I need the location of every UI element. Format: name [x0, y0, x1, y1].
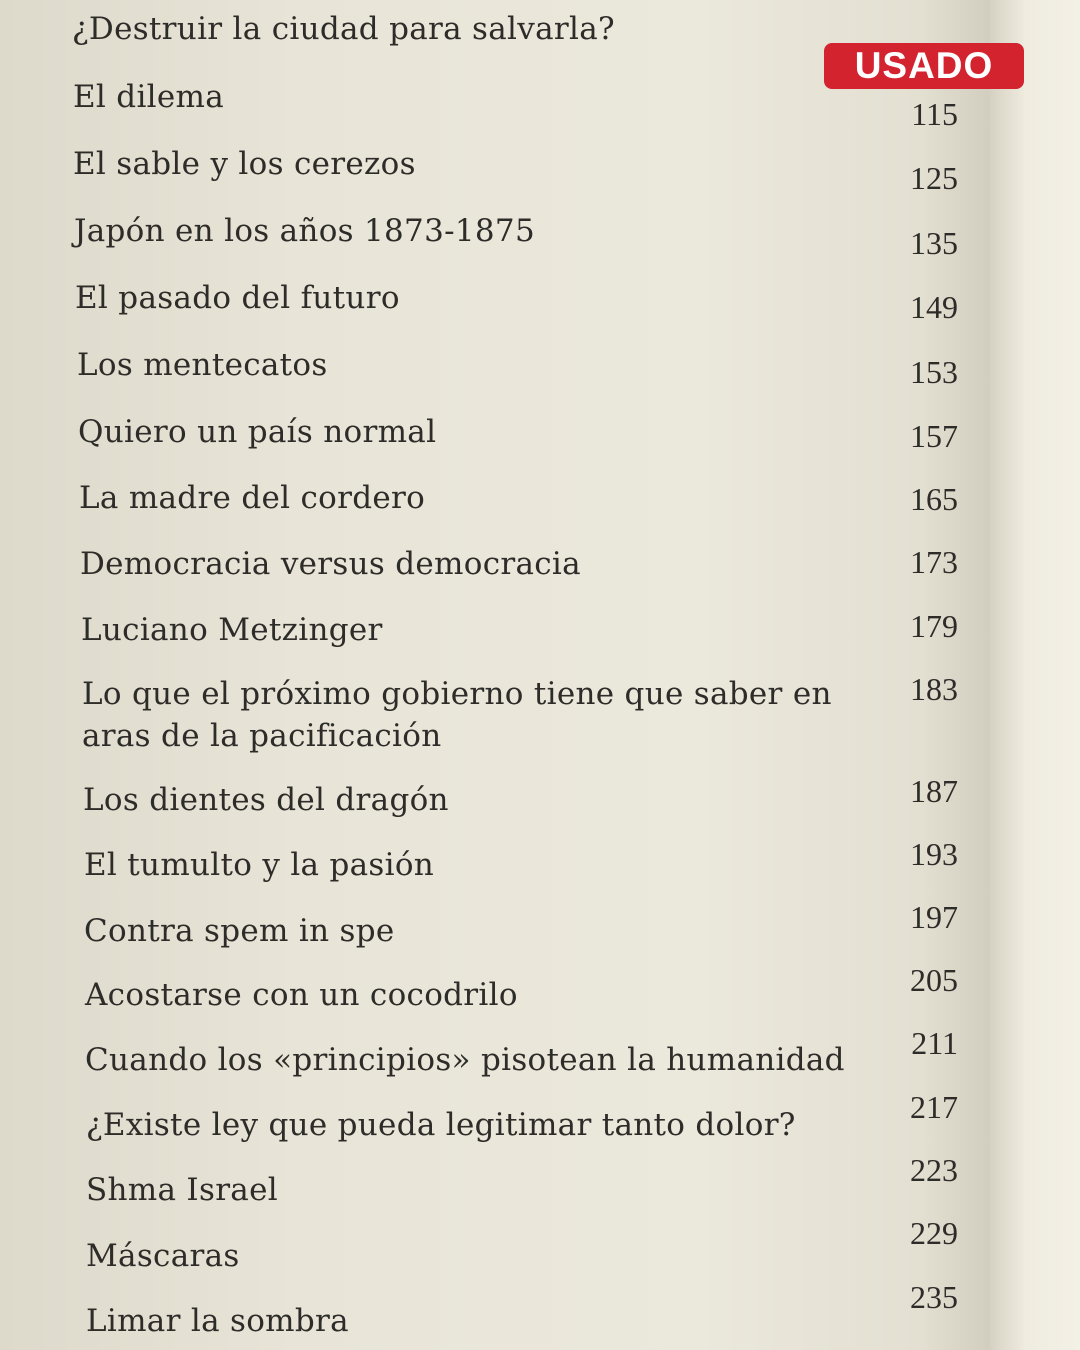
toc-title-text: Lo que el próximo gobierno tiene que saber en aras de la pacificación: [82, 676, 832, 754]
toc-title-text: El dilema: [73, 79, 224, 115]
toc-title-text: Quiero un país normal: [78, 414, 437, 450]
toc-title-text: Contra spem in spe: [84, 913, 395, 949]
toc-title-text: Luciano Metzinger: [81, 612, 383, 648]
toc-title-text: El tumulto y la pasión: [84, 847, 435, 883]
toc-page-number: 157: [910, 418, 958, 454]
toc-page-number: 187: [910, 773, 958, 809]
toc-page-number: 135: [910, 225, 958, 261]
toc-title-text: Shma Israel: [86, 1172, 278, 1208]
toc-title-text: Acostarse con un cocodrilo: [85, 977, 518, 1013]
toc-page-number: 179: [910, 608, 958, 644]
toc-page-number: 217: [910, 1089, 958, 1125]
toc-page-number: 205: [910, 962, 958, 998]
page-gutter: [990, 0, 1080, 1350]
toc-title-text: Japón en los años 1873-1875: [74, 213, 535, 249]
toc-title-text: Los mentecatos: [77, 347, 328, 383]
toc-title-text: Democracia versus democracia: [80, 546, 581, 582]
toc-title-text: El sable y los cerezos: [73, 146, 416, 182]
toc-page-number: 165: [910, 481, 958, 517]
toc-title-text: La madre del cordero: [79, 480, 426, 516]
toc-page-number: 193: [910, 836, 958, 872]
used-badge: USADO: [824, 43, 1024, 89]
toc-title-text: Limar la sombra: [86, 1303, 349, 1339]
toc-page-number: 153: [910, 354, 958, 390]
toc-page-number: 125: [910, 160, 958, 196]
toc-page-number: 197: [910, 899, 958, 935]
toc-title-text: Cuando los «principios» pisotean la humanidad: [85, 1042, 845, 1078]
toc-page-number: 211: [911, 1025, 958, 1061]
toc-page-number: 235: [910, 1279, 958, 1315]
toc-title-text: Los dientes del dragón: [83, 782, 449, 818]
toc-page-number: 183: [910, 671, 958, 707]
toc-page-number: 173: [910, 544, 958, 580]
toc-page-number: 115: [911, 96, 958, 132]
toc-page-number: 223: [910, 1152, 958, 1188]
toc-title-text: El pasado del futuro: [75, 280, 400, 316]
toc-page-number: 229: [910, 1215, 958, 1251]
toc-title-text: ¿Destruir la ciudad para salvarla?: [72, 11, 615, 47]
toc-title-text: ¿Existe ley que pueda legitimar tanto dolor?: [86, 1107, 796, 1143]
toc-title-text: Máscaras: [86, 1238, 240, 1274]
toc-page-number: 149: [910, 289, 958, 325]
